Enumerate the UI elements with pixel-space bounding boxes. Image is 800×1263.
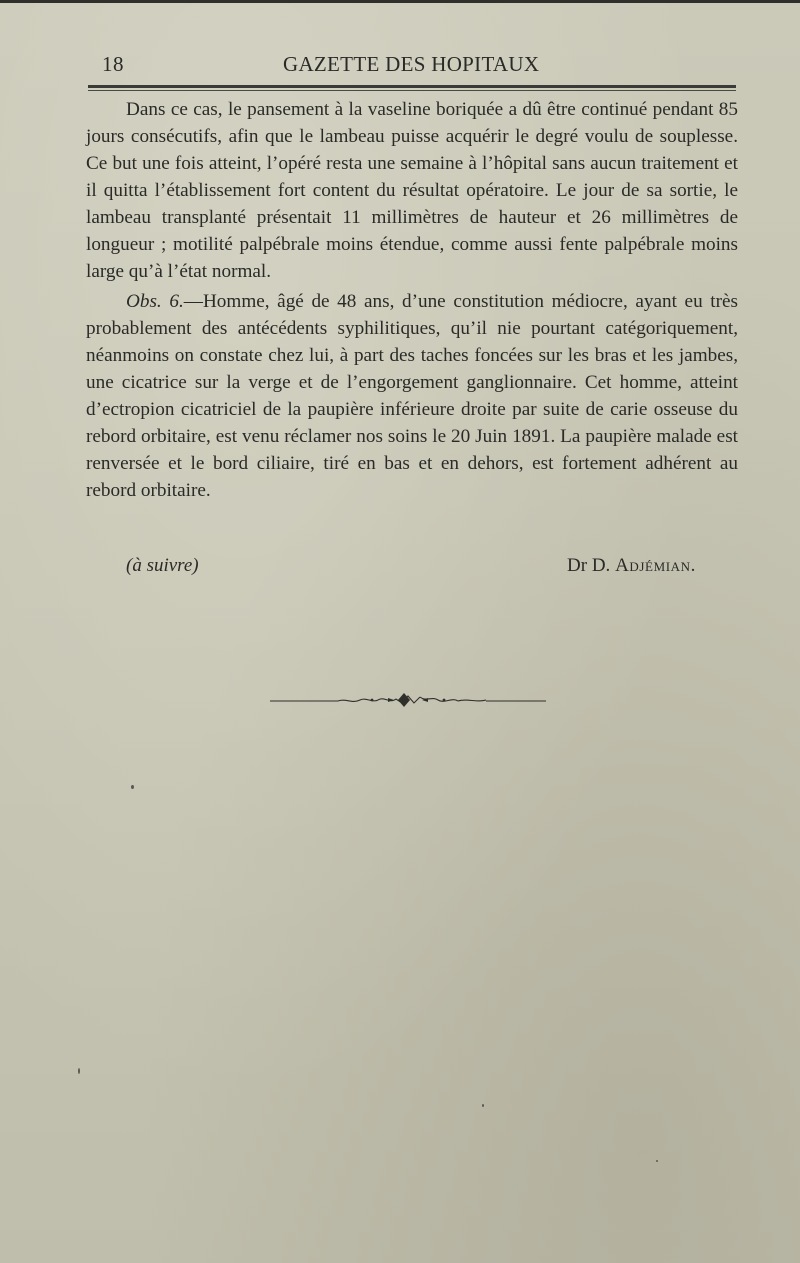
page-header bbox=[88, 52, 736, 82]
paper-speck bbox=[482, 1104, 484, 1107]
page-number: 18 bbox=[102, 52, 124, 76]
author-title: Dr D. bbox=[567, 555, 616, 576]
article-body bbox=[86, 96, 738, 504]
paragraph-2-text: —Homme, âgé de 48 ans, d’une constitution médiocre, ayant eu très probablement des antécédents syphilitiques, qu’il nie pourtant catégoriquement, néanmoins on constate chez lui, à part des taches foncées sur les bras et les jambes, une cicatrice sur la verge et de l’engorgement ganglionnaire. Cet homme, atteint d’ectropion cicatriciel de la paupière inférieure droite par suite de carie osseuse du rebord orbitaire, est venu réclamer nos soins le 20 Juin 1891. La paupière malade est renversée et le bord ciliaire, tiré en bas et en dehors, est fortement adhérent au rebord orbitaire. bbox=[86, 291, 739, 501]
header-rule-thick bbox=[88, 85, 736, 88]
author-name: Adjémian. bbox=[615, 555, 696, 576]
author-signature bbox=[567, 555, 696, 577]
signature-line bbox=[86, 555, 738, 585]
paper-speck bbox=[78, 1068, 80, 1074]
to-be-continued-note: (à suivre) bbox=[126, 555, 199, 576]
section-end-ornament-icon bbox=[268, 688, 548, 712]
header-rule-thin bbox=[88, 90, 736, 91]
observation-label: Obs. 6. bbox=[126, 291, 184, 312]
paragraph-2 bbox=[86, 288, 738, 504]
paper-speck bbox=[131, 785, 134, 789]
paper-speck bbox=[656, 1160, 658, 1162]
paragraph-1: Dans ce cas, le pansement à la vaseline boriquée a dû être continué pendant 85 jours consécutifs, afin que le lambeau puisse acquérir le degré voulu de souplesse. Ce but une fois atteint, l’opéré resta une semaine à l’hôpital sans aucun traitement et il quitta l’établissement fort content du résultat opératoire. Le jour de sa sortie, le lambeau transplanté présentait 11 millimètres de hauteur et 26 millimètres de longueur ; motilité palpébrale moins étendue, comme aussi fente palpébrale moins large qu’à l’état normal. bbox=[86, 99, 738, 282]
page-top-edge bbox=[0, 0, 800, 3]
running-title: GAZETTE DES HOPITAUX bbox=[283, 52, 540, 76]
